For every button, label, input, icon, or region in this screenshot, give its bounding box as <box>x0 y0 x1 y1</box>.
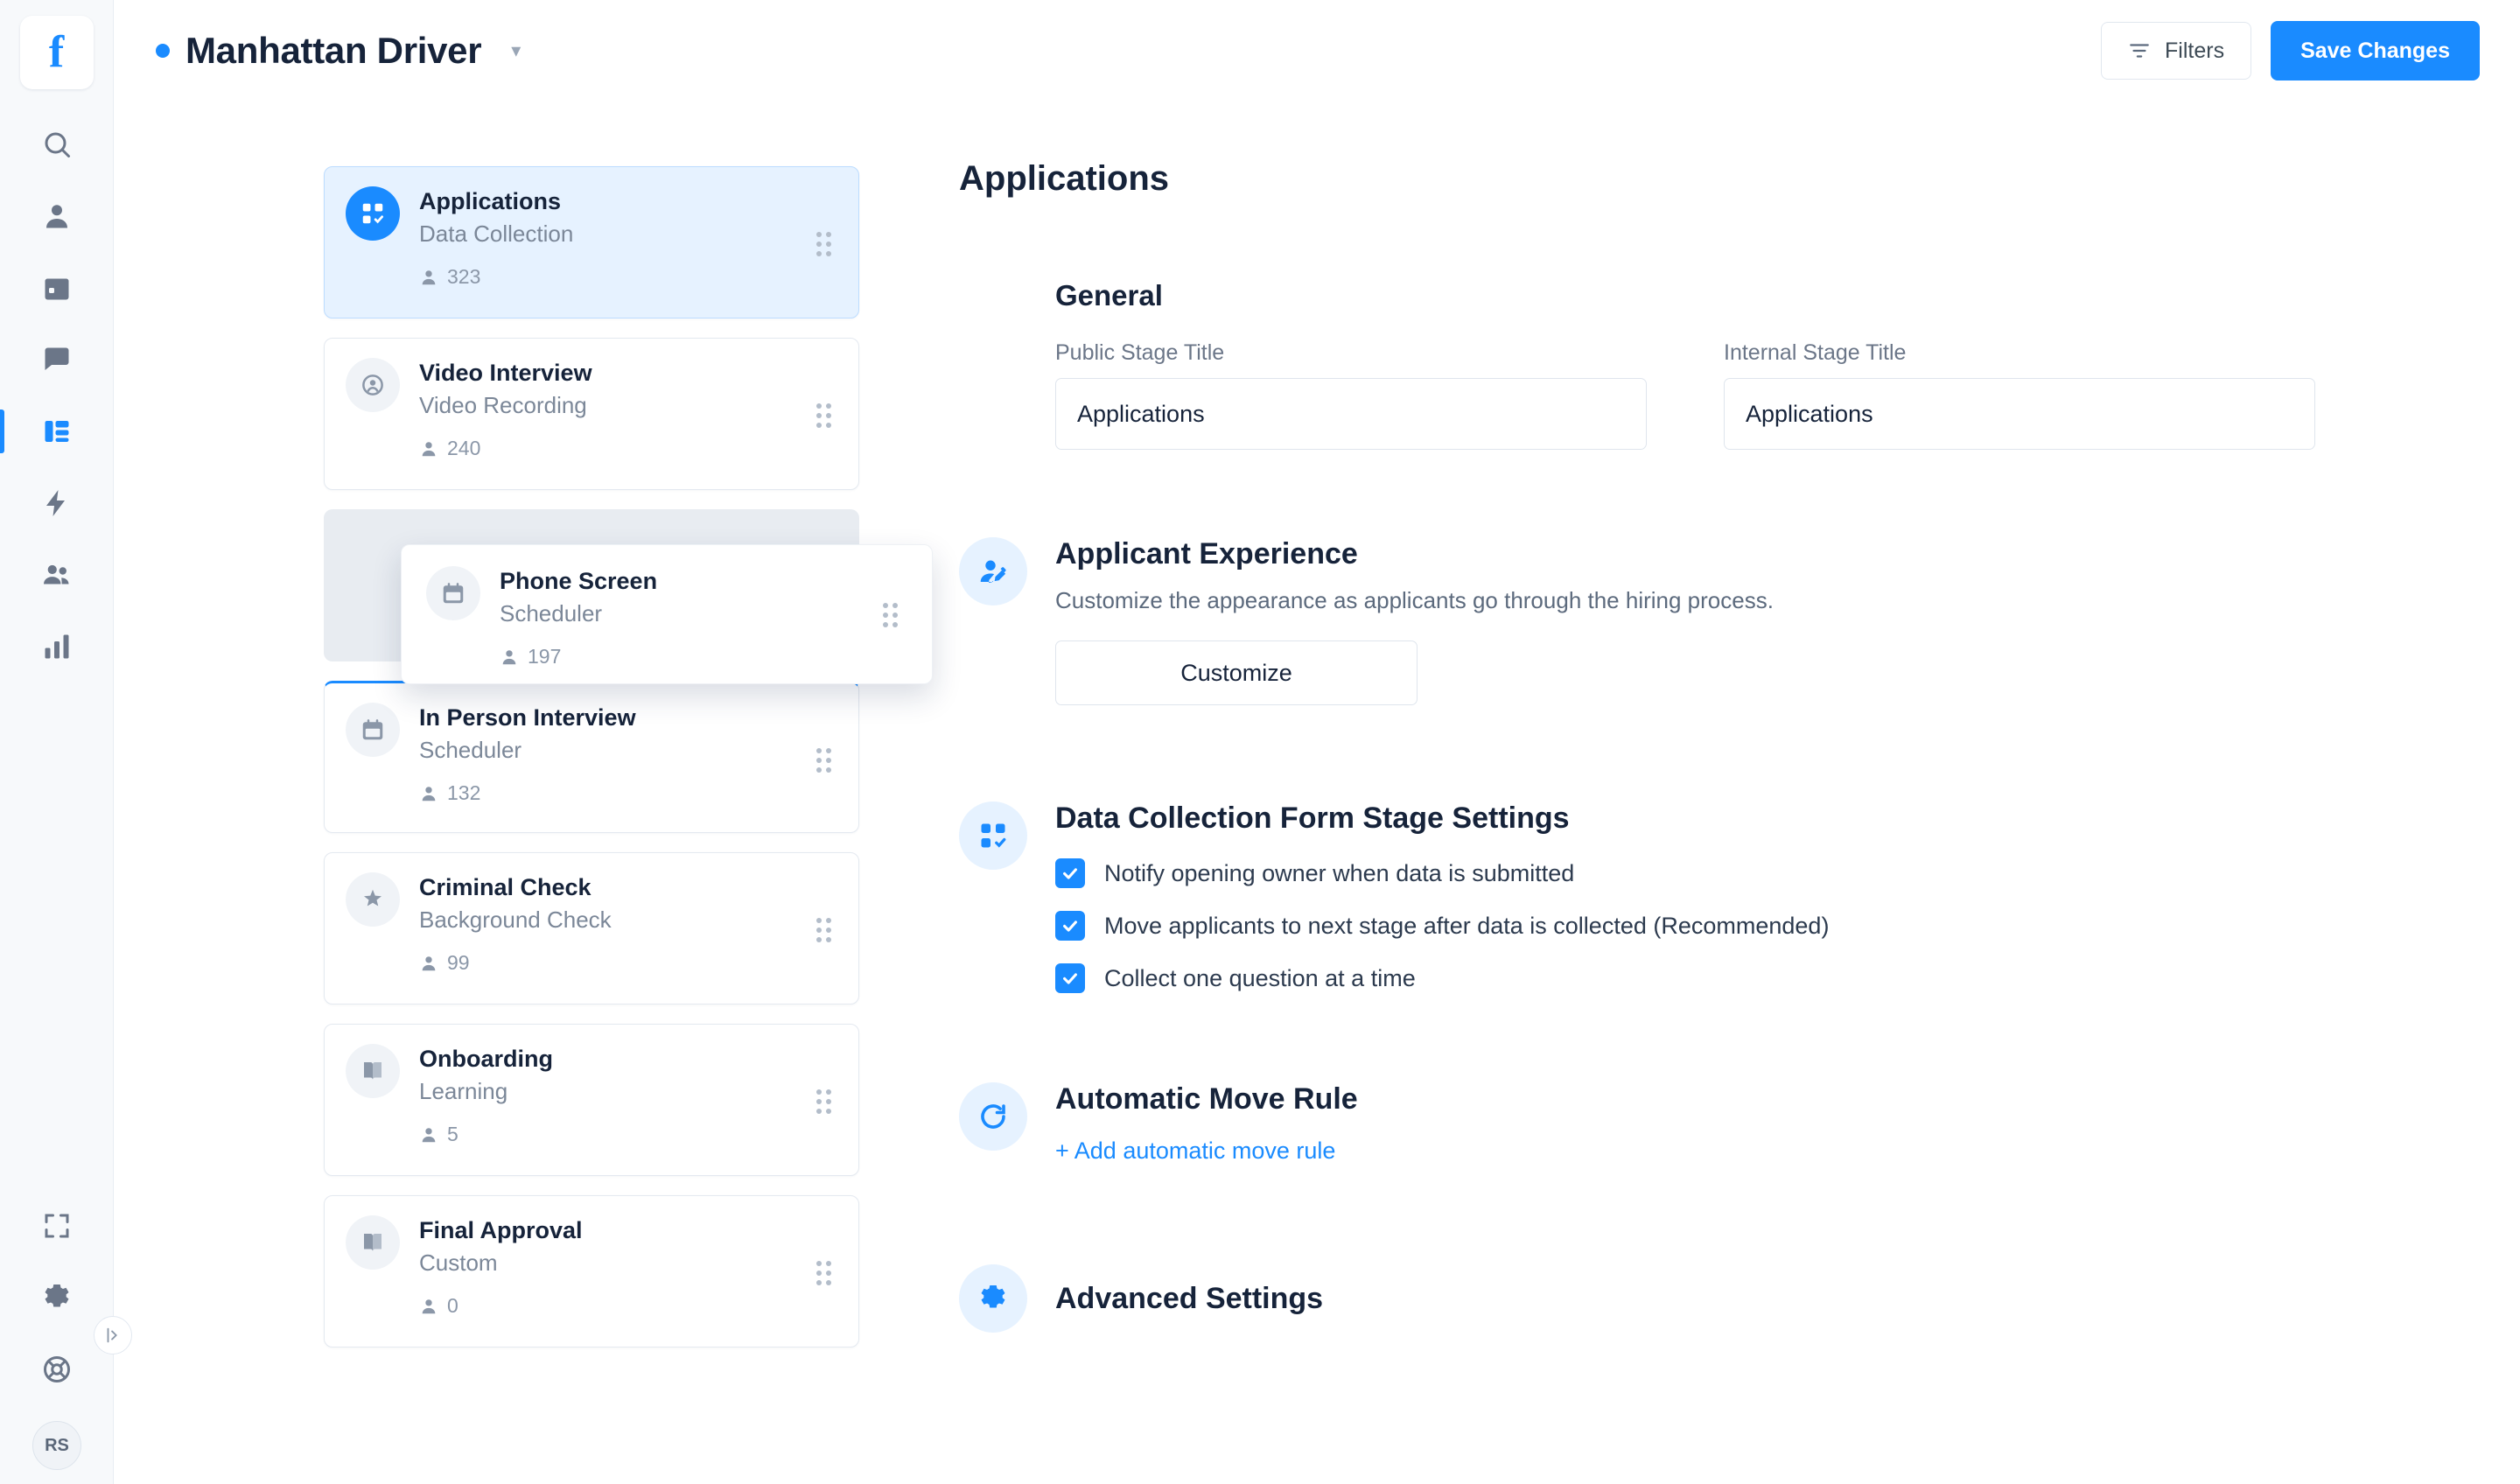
stage-name: Onboarding <box>419 1046 553 1072</box>
checkbox-checked-icon[interactable] <box>1055 858 1085 888</box>
reports-icon[interactable] <box>0 611 114 682</box>
stage-count <box>419 1123 553 1146</box>
video-icon <box>346 358 400 412</box>
stage-type: Scheduler <box>419 737 522 763</box>
general-section <box>959 279 2520 450</box>
stage-card-final-approval[interactable] <box>324 1195 859 1348</box>
move-rule-body <box>1055 1082 2520 1165</box>
public-stage-title-input[interactable] <box>1055 378 1647 450</box>
pipeline-icon[interactable] <box>0 396 114 467</box>
stage-count-value: 0 <box>447 1294 458 1317</box>
stage-count <box>500 645 657 668</box>
search-icon[interactable] <box>0 108 114 180</box>
page-title: Manhattan Driver <box>186 30 482 71</box>
stage-meta <box>419 358 592 489</box>
stage-count <box>419 951 612 975</box>
applicant-experience-body <box>1055 537 2520 705</box>
stage-card-criminal-check[interactable] <box>324 852 859 1004</box>
public-stage-title-field <box>1055 340 1647 450</box>
top-actions <box>2101 21 2480 80</box>
rail-icon-list <box>0 108 114 682</box>
expand-icon[interactable] <box>0 1190 114 1262</box>
avatar[interactable]: RS <box>32 1421 81 1470</box>
stage-count-value: 240 <box>447 437 481 459</box>
internal-stage-title-label: Internal Stage Title <box>1724 340 1907 365</box>
applicant-experience-icon <box>959 537 1027 606</box>
stage-meta <box>500 566 657 683</box>
public-stage-title-label: Public Stage Title <box>1055 340 1225 365</box>
stage-count-value: 5 <box>447 1123 458 1145</box>
dragged-stage-card[interactable] <box>401 544 933 684</box>
logo-letter: f <box>48 27 65 77</box>
general-heading: General <box>1055 279 1163 312</box>
drag-handle[interactable] <box>883 603 902 626</box>
person-icon <box>419 439 438 458</box>
filters-button[interactable] <box>2101 22 2251 80</box>
form-settings-icon <box>959 802 1027 870</box>
move-rule-heading: Automatic Move Rule <box>1055 1082 1358 1116</box>
setting-move-applicants[interactable] <box>1055 911 2520 941</box>
stage-type: Scheduler <box>500 600 603 626</box>
stage-card-in-person-interview[interactable] <box>324 681 859 833</box>
customize-button[interactable]: Customize <box>1055 640 1418 705</box>
form-stage-settings-section <box>959 802 2520 993</box>
stage-meta <box>419 1215 583 1347</box>
stage-name: In Person Interview <box>419 704 636 731</box>
stage-type: Data Collection <box>419 220 574 247</box>
general-fields <box>1055 340 2520 450</box>
person-icon <box>419 1297 438 1316</box>
stage-meta <box>419 1044 553 1175</box>
stage-count-value: 197 <box>528 645 562 668</box>
setting-label: Move applicants to next stage after data is collected (Recommended) <box>1104 912 1830 939</box>
candidates-icon[interactable] <box>0 180 114 252</box>
checkbox-checked-icon[interactable] <box>1055 963 1085 993</box>
advanced-settings-body <box>1055 1264 2520 1333</box>
applicant-experience-description: Customize the appearance as applicants go through the hiring process. <box>1055 587 1774 613</box>
drag-handle[interactable] <box>816 918 836 941</box>
stage-type: Background Check <box>419 906 612 933</box>
person-icon <box>419 784 438 803</box>
automation-icon[interactable] <box>0 467 114 539</box>
save-changes-button[interactable]: Save Changes <box>2271 21 2480 80</box>
custom-icon <box>346 1215 400 1270</box>
stage-type: Learning <box>419 1078 508 1104</box>
applicant-experience-heading: Applicant Experience <box>1055 537 1358 570</box>
detail-title: Applications <box>959 159 1170 198</box>
stage-list <box>114 102 761 1367</box>
form-settings-heading: Data Collection Form Stage Settings <box>1055 802 1570 835</box>
stage-name: Video Interview <box>419 360 592 386</box>
stage-count-value: 323 <box>447 265 481 288</box>
scheduler-icon <box>426 566 480 620</box>
chevron-down-icon[interactable]: ▾ <box>511 39 522 61</box>
internal-stage-title-field <box>1724 340 2315 450</box>
stage-count <box>419 781 636 805</box>
internal-stage-title-input[interactable] <box>1724 378 2315 450</box>
person-icon <box>500 648 519 667</box>
stage-meta <box>419 186 573 318</box>
form-icon <box>346 186 400 241</box>
gear-icon <box>959 1264 1027 1333</box>
drag-handle[interactable] <box>816 1089 836 1112</box>
stage-name: Criminal Check <box>419 874 592 900</box>
person-icon <box>419 268 438 287</box>
advanced-settings-section[interactable] <box>959 1264 2520 1333</box>
drag-handle[interactable] <box>816 403 836 426</box>
stage-name: Phone Screen <box>500 568 658 594</box>
stage-count-value: 132 <box>447 781 481 804</box>
refresh-icon <box>959 1082 1027 1151</box>
advanced-settings-heading: Advanced Settings <box>1055 1282 1324 1315</box>
applicant-experience-section <box>959 537 2520 705</box>
setting-notify-owner[interactable] <box>1055 858 2520 888</box>
checkbox-checked-icon[interactable] <box>1055 911 1085 941</box>
form-settings-body <box>1055 802 2520 993</box>
stage-count <box>419 265 573 289</box>
status-dot <box>156 44 170 58</box>
stage-meta <box>419 872 612 1004</box>
stage-type: Video Recording <box>419 392 587 418</box>
stage-count <box>419 1294 583 1318</box>
content-area <box>114 102 2520 1367</box>
app-logo[interactable] <box>20 16 94 89</box>
stage-type: Custom <box>419 1250 498 1276</box>
learning-icon <box>346 1044 400 1098</box>
main-area <box>114 0 2520 1484</box>
stage-meta <box>419 703 636 832</box>
stage-detail-pane <box>761 102 2520 1367</box>
stage-count <box>419 437 592 460</box>
stage-name: Applications <box>419 188 562 214</box>
left-nav-rail <box>0 0 114 1484</box>
messages-icon[interactable] <box>0 324 114 396</box>
stage-card-video-interview[interactable] <box>324 338 859 490</box>
filter-icon <box>2128 39 2151 62</box>
drag-handle[interactable] <box>816 232 836 255</box>
add-automatic-move-rule-link[interactable]: + Add automatic move rule <box>1055 1138 1336 1164</box>
stage-count-value: 99 <box>447 951 470 974</box>
drag-handle[interactable] <box>816 1261 836 1284</box>
setting-label: Collect one question at a time <box>1104 964 1416 991</box>
background-icon <box>346 872 400 927</box>
stage-card-onboarding[interactable] <box>324 1024 859 1176</box>
stage-card-applications[interactable] <box>324 166 859 318</box>
person-icon <box>419 954 438 973</box>
setting-label: Notify opening owner when data is submitted <box>1104 859 1575 886</box>
stage-name: Final Approval <box>419 1217 583 1243</box>
drag-handle[interactable] <box>816 748 836 771</box>
teams-icon[interactable] <box>0 539 114 611</box>
filters-label: Filters <box>2165 38 2225 63</box>
top-bar <box>114 0 2520 102</box>
automatic-move-rule-section <box>959 1082 2520 1165</box>
scheduler-icon <box>346 703 400 757</box>
person-icon <box>419 1125 438 1144</box>
setting-one-question[interactable] <box>1055 963 2520 993</box>
calendar-icon[interactable] <box>0 252 114 324</box>
